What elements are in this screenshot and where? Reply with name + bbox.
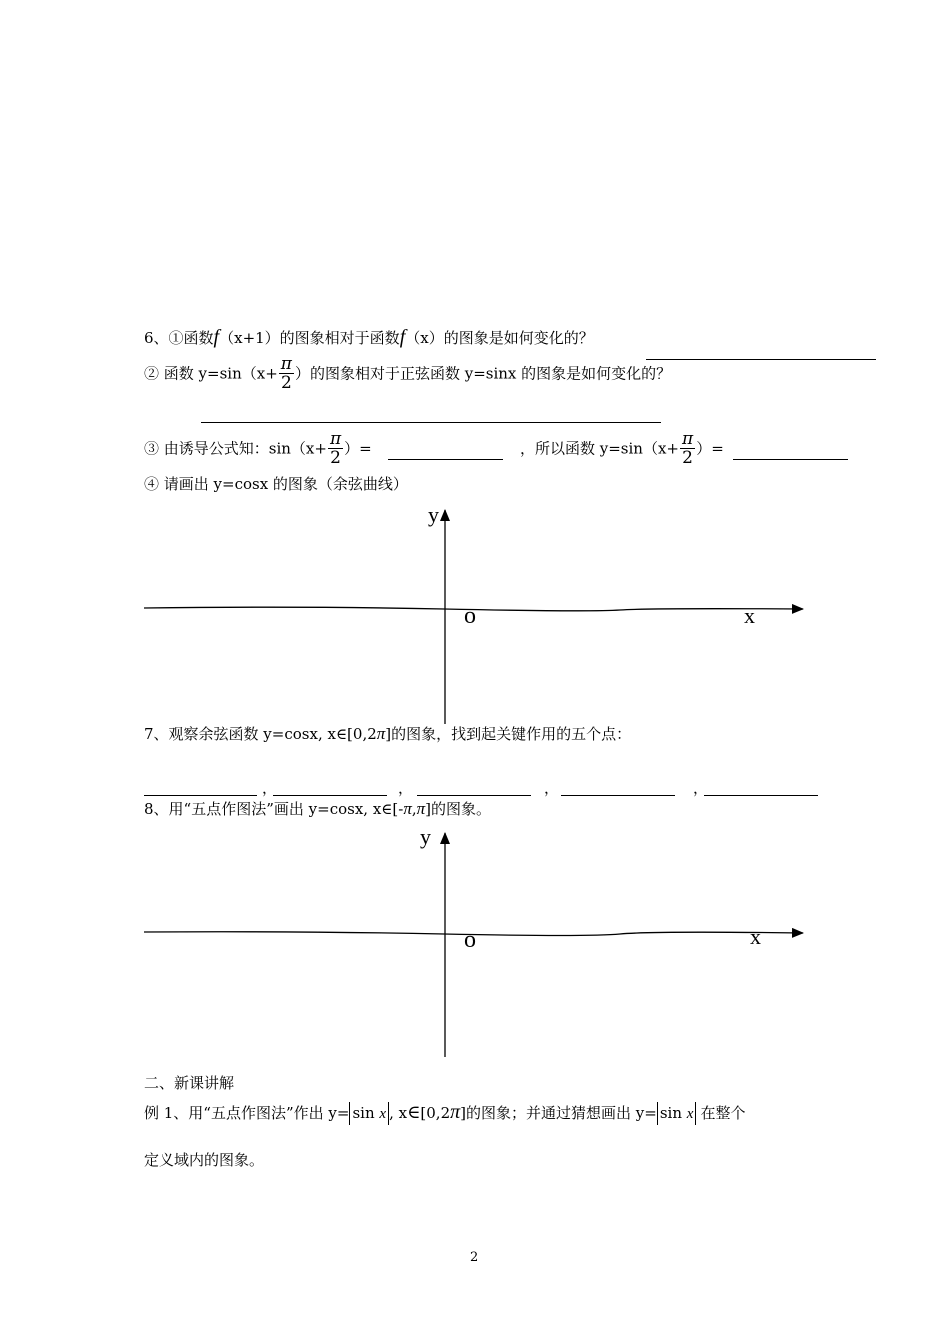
x-axis-label-2: x [750,924,761,949]
origin-label-2: o [464,927,476,953]
fraction-pi-over-2: $\frac{\pi}{2}$ [280,354,292,393]
section-title: 二、新课讲解 [144,1074,235,1092]
y-axis-label-2: y [420,824,431,849]
answer-blank-q6-3a[interactable] [388,459,503,460]
comma: ， [544,779,560,797]
abs-sin-x: sin x [349,1102,389,1125]
y-axis-label-1: y [428,502,439,527]
origin-label-1: o [464,603,476,629]
example-1-line2: 定义域内的图象。 [144,1151,265,1169]
answer-blank-q7-3[interactable] [417,795,531,796]
fraction-pi-over-2: $\frac{\pi}{2}$ [682,429,694,468]
q6-line2: ② 函数 y=sin（x+ $\frac{\pi}{2}$ ）的图象相对于正弦函数 y=sinx 的图象是如何变化的？ [144,354,672,393]
q6-line1: 6、①函数f（x+1）的图象相对于函数f（x）的图象是如何变化的？ [144,326,594,348]
q6-line3: ③ 由诱导公式知：sin（x+ $\frac{\pi}{2}$ ）= [144,429,372,468]
q7-line1: 7、观察余弦函数 y=cosx, x∈[0,2π]的图象，找到起关键作用的五个点： [144,724,632,743]
answer-blank-q7-2[interactable] [273,795,387,796]
answer-blank-q7-5[interactable] [704,795,818,796]
x-axis-label-1: x [744,603,755,628]
answer-blank-q6-3b[interactable] [733,459,848,460]
answer-blank-q7-1[interactable] [144,795,257,796]
answer-blank-q6-2[interactable] [201,422,661,423]
page-number: 2 [470,1250,479,1265]
f-symbol: f [213,326,220,348]
comma: ， [398,779,414,797]
q6-line3b: ，所以函数 y=sin（x+ $\frac{\pi}{2}$ ）= [520,429,724,468]
comma: ， [262,779,278,797]
example-1-line1: 例 1、用“五点作图法”作出 y= sin x , x∈[0,2π]的图象；并通过猜想画出 y= sin x 在整个 [144,1101,746,1123]
answer-blank-q6-1[interactable] [646,359,876,360]
f-symbol: f [399,326,406,348]
comma: ， [693,779,709,797]
q6-line4: ④ 请画出 y=cosx 的图象（余弦曲线） [144,475,408,493]
q8-line1: 8、用“五点作图法”画出 y=cosx, x∈[-π,π]的图象。 [144,799,492,818]
fraction-pi-over-2: $\frac{\pi}{2}$ [329,429,342,468]
abs-sin-x: sin x [657,1102,697,1125]
answer-blank-q7-4[interactable] [561,795,675,796]
